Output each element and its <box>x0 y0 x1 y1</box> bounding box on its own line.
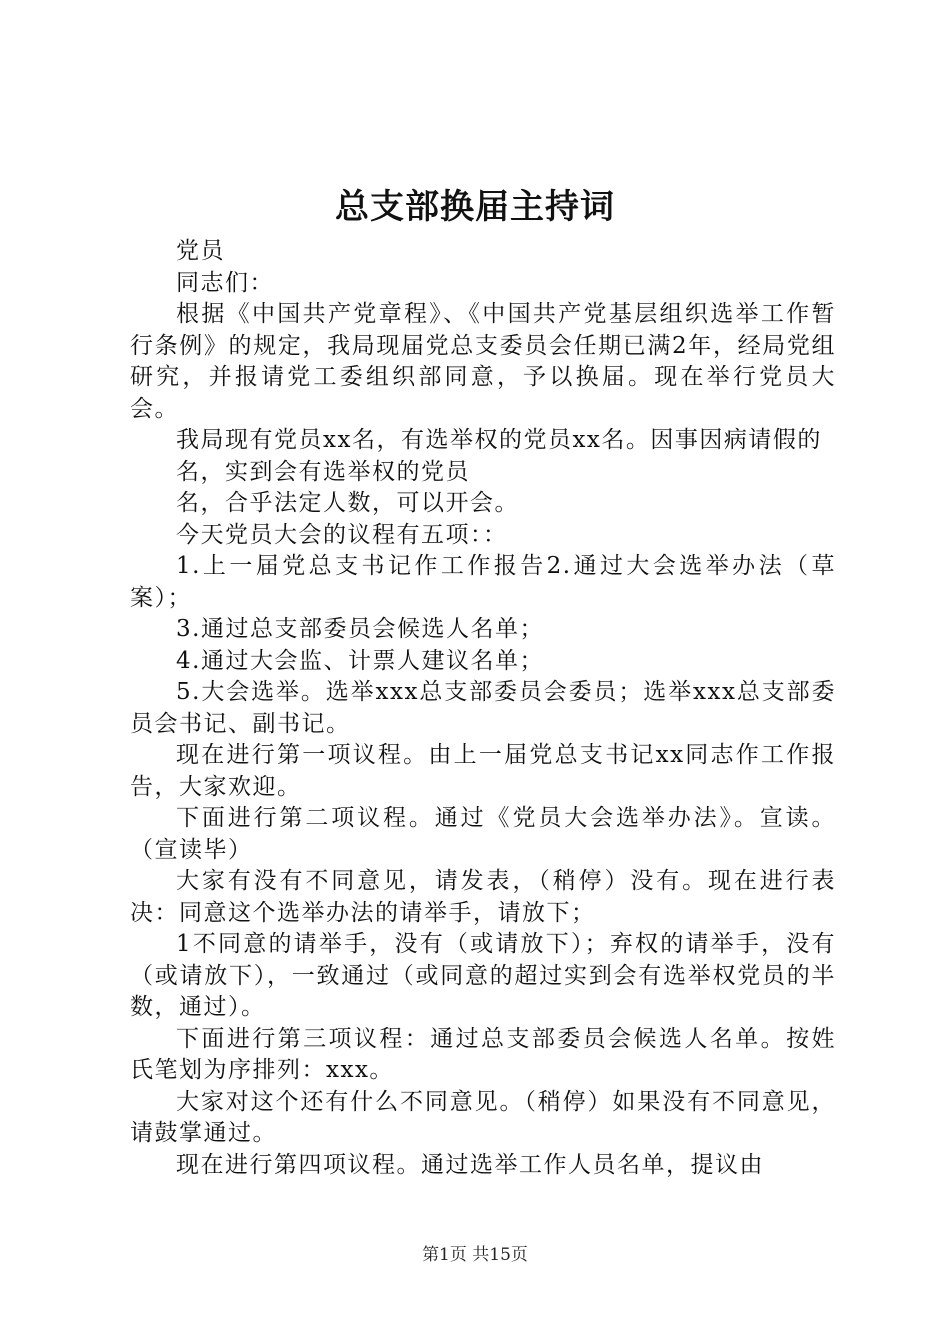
paragraph-item-four: 现在进行第四项议程。通过选举工作人员名单，提议由 <box>176 1151 764 1178</box>
paragraph-item-one: 现在进行第一项议程。由上一届党总支书记xx同志作工作报告，大家欢迎。 <box>130 742 836 800</box>
document-body <box>130 236 836 1181</box>
paragraph-approval: 大家对这个还有什么不同意见。（稍停）如果没有不同意见，请鼓掌通过。 <box>130 1088 836 1146</box>
paragraph-salutation-members: 党员 <box>176 238 225 264</box>
paragraph-vote-result: 1不同意的请举手，没有（或请放下）；弃权的请举手，没有（或请放下），一致通过（或同意的超过实到会有选举权党员的半数，通过）。 <box>130 931 836 1020</box>
paragraph-opening: 根据《中国共产党章程》、《中国共产党基层组织选举工作暂行条例》的规定，我局现届党总支委员会任期已满2年，经局党组研究，并报请党工委组织部同意，予以换届。现在举行党员大会。 <box>130 301 836 422</box>
paragraph-attendance-present: 名，实到会有选举权的党员 <box>176 458 470 485</box>
paragraph-agenda-intro: 今天党员大会的议程有五项：： <box>176 521 508 548</box>
paragraph-attendance: 我局现有党员xx名，有选举权的党员xx名。因事因病请假的 <box>176 427 822 453</box>
paragraph-vote: 大家有没有不同意见，请发表，（稍停）没有。现在进行表决：同意这个选举办法的请举手，请放下； <box>130 868 836 926</box>
paragraph-item-three: 下面进行第三项议程：通过总支部委员会候选人名单。按姓氏笔划为序排列：xxx。 <box>130 1025 836 1083</box>
agenda-item-1-2: 1.上一届党总支书记作工作报告2.通过大会选举办法（草案）； <box>130 553 836 611</box>
document-title: 总支部换届主持词 <box>335 187 615 227</box>
paragraph-item-two: 下面进行第二项议程。通过《党员大会选举办法》。宣读。（宣读毕） <box>130 805 836 863</box>
paragraph-salutation-comrades: 同志们： <box>176 269 274 296</box>
paragraph-quorum: 名，合乎法定人数，可以开会。 <box>176 490 519 516</box>
agenda-item-3: 3.通过总支部委员会候选人名单； <box>176 616 544 642</box>
agenda-item-5: 5.大会选举。选举xxx总支部委员会委员；选举xxx总支部委员会书记、副书记。 <box>130 679 836 737</box>
page-number-footer: 第1页 共15页 <box>422 1245 528 1265</box>
agenda-item-4: 4.通过大会监、计票人建议名单； <box>176 647 544 674</box>
